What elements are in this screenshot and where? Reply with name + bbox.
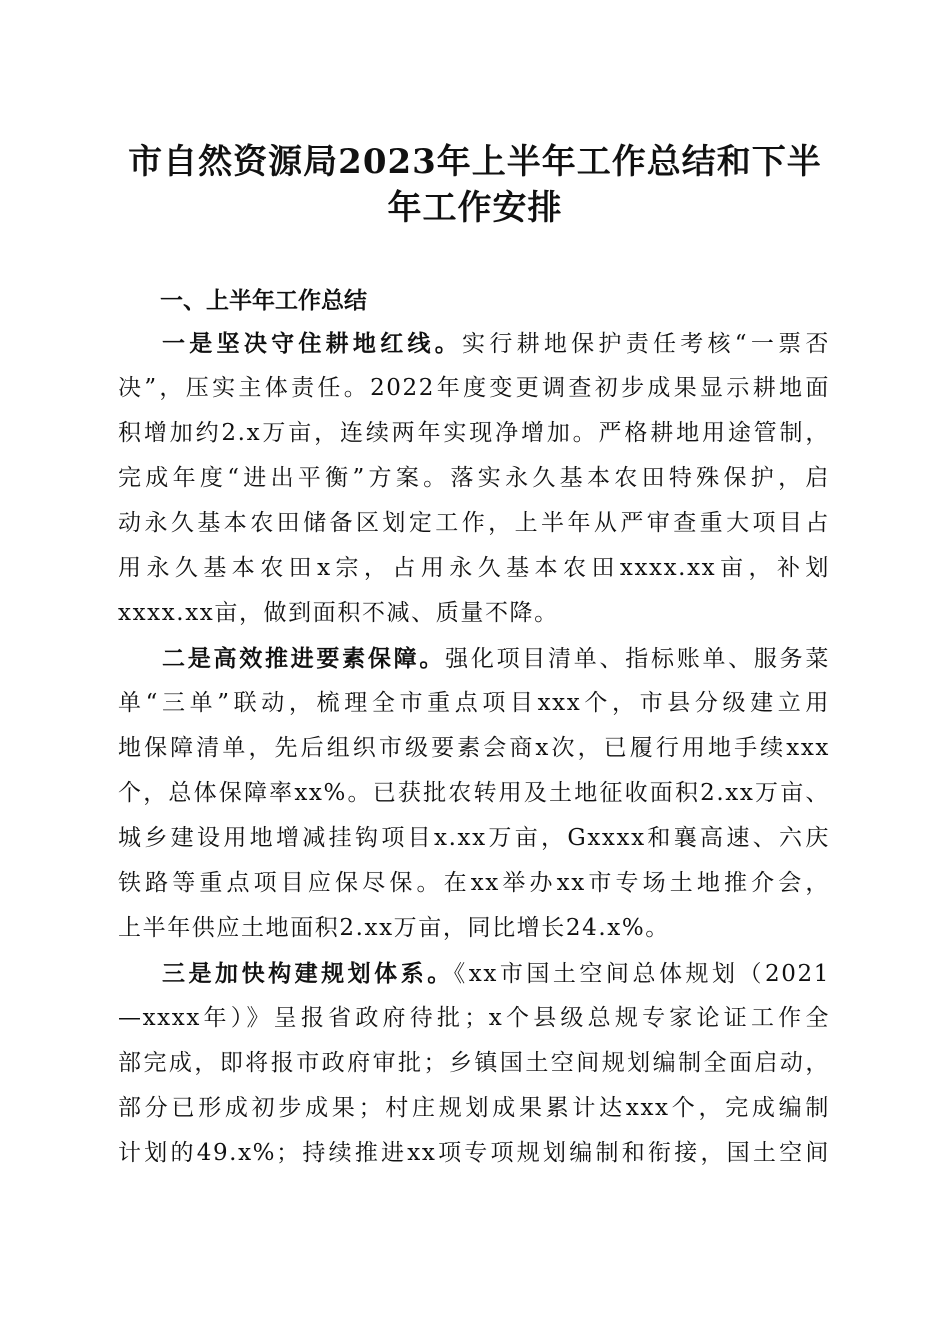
paragraph-lead: 三是加快构建规划体系。 <box>162 960 454 987</box>
paragraph-line: 个，总体保障率xx%。已获批农转用及土地征收面积2.xx万亩、 <box>118 780 830 806</box>
paragraph-line: 完成年度“进出平衡”方案。落实永久基本农田特殊保护，启 <box>118 465 830 491</box>
paragraph-text: 《xx市国土空间总体规划（2021 <box>453 961 830 987</box>
paragraph-planning <box>118 951 830 1176</box>
paragraph-line: 部分已形成初步成果；村庄规划成果累计达xxx个，完成编制 <box>118 1095 830 1121</box>
paragraph-line: —xxxx年）》呈报省政府待批；x个县级总规专家论证工作全 <box>118 1005 830 1031</box>
paragraph-line: 地保障清单，先后组织市级要素会商x次，已履行用地手续xxx <box>118 735 830 761</box>
paragraph-lead: 二是高效推进要素保障。 <box>162 645 446 672</box>
paragraph-line: 铁路等重点项目应保尽保。在xx举办xx市专场土地推介会， <box>118 870 830 896</box>
document-title <box>100 139 850 231</box>
paragraph-text: 强化项目清单、指标账单、服务菜 <box>445 646 830 672</box>
paragraph-line: 决”，压实主体责任。2022年度变更调查初步成果显示耕地面 <box>118 375 830 401</box>
paragraph-farmland <box>118 321 830 636</box>
paragraph-line <box>118 636 830 681</box>
title-line-1: 市自然资源局2023年上半年工作总结和下半 <box>128 142 822 182</box>
paragraph-lead: 一是坚决守住耕地红线。 <box>162 330 463 357</box>
paragraph-line: 部完成，即将报市政府审批；乡镇国土空间规划编制全面启动， <box>118 1050 830 1076</box>
paragraph-line: 计划的49.x%；持续推进xx项专项规划编制和衔接，国土空间 <box>118 1140 830 1166</box>
title-line-2: 年工作安排 <box>387 188 563 228</box>
paragraph-line: 单“三单”联动，梳理全市重点项目xxx个，市县分级建立用 <box>118 690 830 716</box>
paragraph-line <box>118 321 830 366</box>
paragraph-line: 动永久基本农田储备区划定工作，上半年从严审查重大项目占 <box>118 510 830 536</box>
paragraph-line: 城乡建设用地增减挂钩项目x.xx万亩，Gxxxx和襄高速、六庆 <box>118 825 830 851</box>
paragraph-text: 实行耕地保护责任考核“一票否 <box>462 331 830 357</box>
paragraph-line: 积增加约2.x万亩，连续两年实现净增加。严格耕地用途管制， <box>118 420 830 446</box>
paragraph-line <box>118 951 830 996</box>
paragraph-line: 上半年供应土地面积2.xx万亩，同比增长24.x%。 <box>118 915 670 941</box>
paragraph-land-supply <box>118 636 830 951</box>
paragraph-line: xxxx.xx亩，做到面积不减、质量不降。 <box>118 600 559 626</box>
section-heading: 一、上半年工作总结 <box>160 288 367 314</box>
paragraph-line: 用永久基本农田x宗，占用永久基本农田xxxx.xx亩，补划 <box>118 555 830 581</box>
